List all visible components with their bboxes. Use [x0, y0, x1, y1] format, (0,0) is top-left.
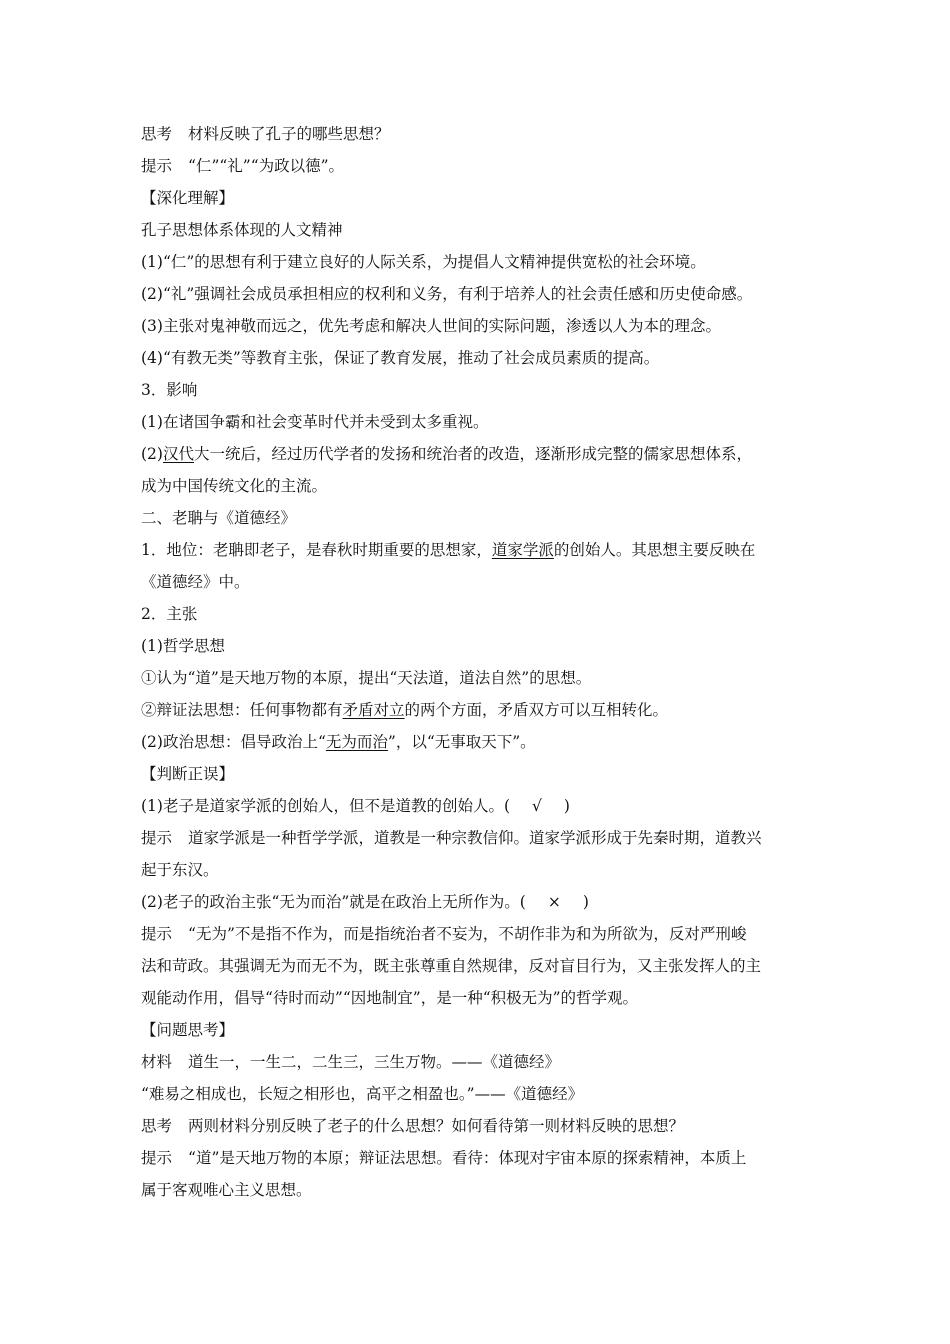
hint-text: “无为”不是指不作为，而是指统治者不妄为，不胡作非为和为所欲为，反对严刑峻	[188, 925, 747, 943]
think-text: 材料反映了孔子的哪些思想？	[188, 125, 390, 143]
hint-text: “仁”“礼”“为政以德”。	[188, 157, 345, 175]
philosophy-item-1: ①认为“道”是天地万物的本原，提出“天法道，道法自然”的思想。	[141, 669, 592, 687]
hint-line-4	[141, 1142, 816, 1174]
hint-label: 提示	[141, 157, 173, 175]
hint-line-3-cont-1: 法和苛政。其强调无为而无不为，既主张尊重自然规律，反对盲目行为，又主张发挥人的主	[141, 957, 762, 975]
status-paragraph	[141, 534, 816, 566]
think-line-2	[141, 1110, 816, 1142]
subheading-humanism: 孔子思想体系体现的人文精神	[141, 221, 343, 239]
underlined-term-han: 汉代	[162, 445, 194, 463]
material-line-2: “难易之相成也，长短之相形也，高平之相盈也。”——《道德经》	[141, 1085, 584, 1103]
section-heading-laozi: 二、老聃与《道德经》	[141, 509, 297, 527]
section-heading-deepen: 【深化理解】	[141, 189, 235, 207]
influence-item-2-text: 大一统后，经过历代学者的发扬和统治者的改造，逐渐形成完整的儒家思想体系，	[193, 445, 752, 463]
document-page	[141, 118, 816, 1206]
politics-paragraph	[141, 726, 816, 758]
judge-item-1	[141, 790, 816, 822]
hint-label: 提示	[141, 829, 173, 847]
hint-label: 提示	[141, 1149, 173, 1167]
paragraph-li: (2)“礼”强调社会成员承担相应的权利和义务，有利于培养人的社会责任感和历史使命感。	[141, 285, 753, 303]
subheading-philosophy: (1)哲学思想	[141, 637, 225, 655]
dialectics-prefix: ②辩证法思想：任何事物都有	[141, 701, 343, 719]
status-paragraph-cont: 《道德经》中。	[141, 573, 250, 591]
hint-line-3-cont-2: 观能动作用，倡导“待时而动”“因地制宜”，是一种“积极无为”的哲学观。	[141, 989, 639, 1007]
judge-close-2: )	[582, 893, 589, 911]
judge-statement-2: (2)老子的政治主张“无为而治”就是在政治上无所作为。(	[141, 893, 526, 911]
paragraph-ren: (1)“仁”的思想有利于建立良好的人际关系，为提倡人文精神提供宽松的社会环境。	[141, 253, 706, 271]
think-label: 思考	[141, 125, 173, 143]
hint-line-4-cont: 属于客观唯心主义思想。	[141, 1181, 312, 1199]
hint-line-1	[141, 150, 816, 182]
think-text: 两则材料分别反映了老子的什么思想？如何看待第一则材料反映的思想？	[188, 1117, 685, 1135]
section-heading-judge: 【判断正误】	[141, 765, 235, 783]
hint-line-3	[141, 918, 816, 950]
status-text: 的创始人。其思想主要反映在	[553, 541, 756, 559]
think-line-1	[141, 118, 816, 150]
hint-line-2-cont: 起于东汉。	[141, 861, 219, 879]
politics-prefix: (2)政治思想：倡导政治上“	[141, 733, 326, 751]
judge-statement-1: (1)老子是道家学派的创始人，但不是道教的创始人。(	[141, 797, 511, 815]
material-label: 材料	[141, 1053, 173, 1071]
underlined-term-wuwei: 无为而治	[325, 733, 388, 751]
cross-mark-icon: ×	[547, 893, 561, 911]
paragraph-education: (4)“有教无类”等教育主张，保证了教育发展，推动了社会成员素质的提高。	[141, 349, 660, 367]
judge-close-1: )	[563, 797, 570, 815]
hint-text: “道”是天地万物的本原；辩证法思想。看待：体现对宇宙本原的探索精神，本质上	[188, 1149, 747, 1167]
paragraph-ghosts: (3)主张对鬼神敬而远之，优先考虑和解决人世间的实际问题，渗透以人为本的理念。	[141, 317, 721, 335]
influence-item-1: (1)在诸国争霸和社会变革时代并未受到太多重视。	[141, 413, 489, 431]
judge-item-2	[141, 886, 816, 918]
hint-text: 道家学派是一种哲学学派，道教是一种宗教信仰。道家学派形成于先秦时期，道教兴	[188, 829, 762, 847]
influence-item-2	[141, 438, 816, 470]
heading-influence: 3．影响	[141, 381, 198, 399]
underlined-term-contradiction: 矛盾对立	[342, 701, 405, 719]
dialectics-text: 的两个方面，矛盾双方可以互相转化。	[404, 701, 669, 719]
underlined-term-taoism: 道家学派	[491, 541, 554, 559]
material-line-1	[141, 1046, 816, 1078]
politics-text: ”，以“无事取天下”。	[387, 733, 536, 751]
influence-item-2-prefix: (2)	[141, 445, 163, 463]
check-mark-icon: √	[532, 797, 542, 815]
heading-doctrine: 2．主张	[141, 605, 198, 623]
influence-item-2-cont: 成为中国传统文化的主流。	[141, 477, 328, 495]
philosophy-item-2	[141, 694, 816, 726]
status-prefix: 1．地位：老聃即老子，是春秋时期重要的思想家，	[141, 541, 492, 559]
think-label: 思考	[141, 1117, 173, 1135]
hint-label: 提示	[141, 925, 173, 943]
material-text: 道生一，一生二，二生三，三生万物。——《道德经》	[188, 1053, 561, 1071]
section-heading-question: 【问题思考】	[141, 1021, 235, 1039]
hint-line-2	[141, 822, 816, 854]
